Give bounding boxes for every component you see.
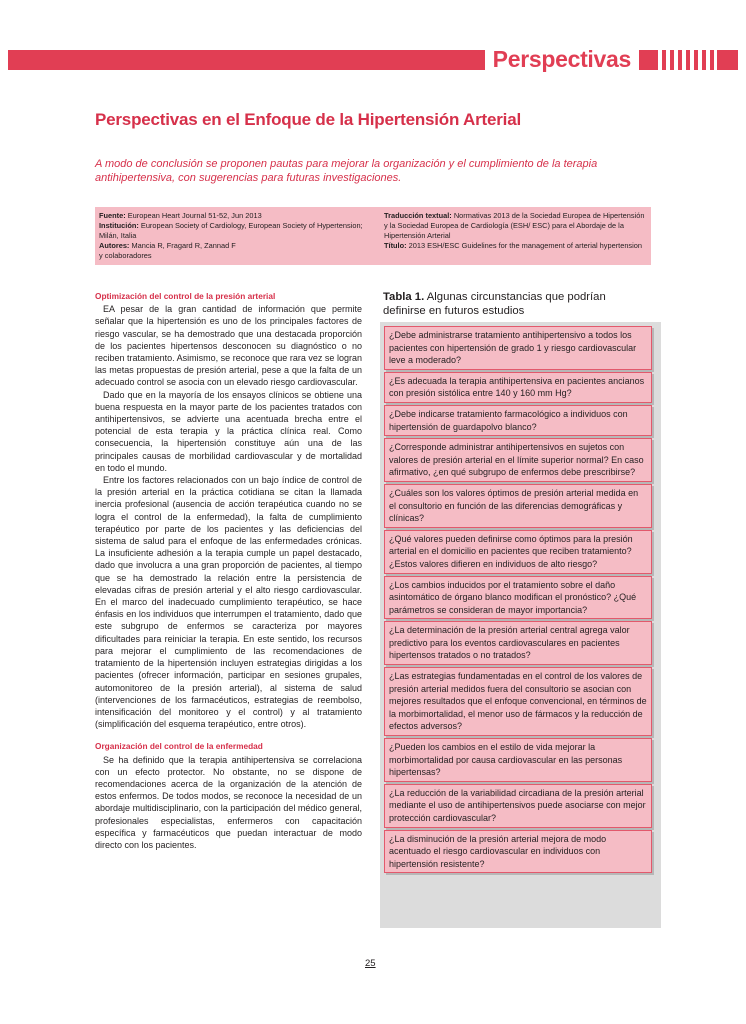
traduccion-label: Traducción textual:: [384, 211, 452, 220]
table-row: ¿La disminución de la presión arterial mejora de modo acentuado el riesgo cardiovascular en individuos con hipertensión resistente?: [384, 830, 652, 874]
fuente-value: European Heart Journal 51-52, Jun 2013: [127, 211, 262, 220]
paragraph: Entre los factores relacionados con un bajo índice de control de la presión arterial en la práctica cotidiana se citan la llamada inercia profesional (ausencia de acción terapéutica cuando no se logra el control de la enfermedad), la falta de cumplimiento terapéutico por parte de los pacientes y las deficiencias del sistema de salud para el enfoque de las enfermedades crónicas. La insuficiente adhesión a la terapia cumple un papel destacado, dado que involucra a una gran proporción de pacientes, al tiempo que se ha demostrado la relación entre la persistencia de elevadas cifras de presión arterial y el alto riesgo cardiovascular. En el marco del inadecuado cumplimiento terapéutico, se hace énfasis en los individuos que interrumpen el tratamiento, dado que este subgrupo de enfermos se caracteriza por mayores dificultades para reiniciar la terapia. En este sentido, los recursos para mejorar el cumplimiento de las recomendaciones de tratamiento de la hipertensión incluyen estrategias dirigidas a los pacientes (ofrecer información, participar en sesiones grupales, automonitoreo de la presión arterial), al sistema de salud (intervenciones de los farmacéuticos, estrategias de reembolso, intensificación del monitoreo y el control) y al tratamiento (simplificación del esquema terapéutico, entre otros).: [95, 475, 362, 730]
titulo-label: Título:: [384, 241, 407, 250]
section-label: Perspectivas: [485, 44, 639, 74]
decorative-stripes: [650, 50, 720, 70]
paragraph: EA pesar de la gran cantidad de información que permite señalar que la hipertensión es uno de los principales factores de riesgo vascular, se ha demostrado que una destacada proporción de los pacientes hipertensos desconocen su diagnóstico o no reciben tratamiento. Asimismo, se reconoce que rara vez se logran las metas propuestas de presión arterial, pese a que la falta de un adecuado control se asocia con un elevado riesgo cardiovascular.: [95, 304, 362, 388]
table-label: Tabla 1.: [383, 291, 425, 303]
table-row: ¿La determinación de la presión arterial central agrega valor predictivo para los eventos cardiovasculares en pacientes hipertensos tratados o no tratados?: [384, 621, 652, 665]
autores-value: Mancia R, Fragard R, Zannad F: [131, 241, 236, 250]
paragraph: Se ha definido que la terapia antihipertensiva se correlaciona con un efecto protector. No obstante, no se dispone de recomendaciones acerca de la organización de la atención de estos enfermos. De todos modos, se reconoce la necesidad de un abordaje multidisciplinario, con la participación del médico general, profesionales especialistas, enfermeros con capacitación específica y farmacéuticos que puedan interactuar de modo directo con los pacientes.: [95, 754, 362, 850]
autores-label: Autores:: [99, 241, 130, 250]
reference-right: [384, 211, 646, 251]
section-heading: Organización del control de la enfermedad: [95, 741, 263, 752]
table-rows: [384, 326, 652, 875]
table-row: ¿Cuáles son los valores óptimos de presión arterial medida en el consultorio en función de las diferencias demográficas y clínicas?: [384, 484, 652, 528]
traduccion-value: Normativas 2013 de la Sociedad Europea de Hipertensión y la Sociedad Europea de Cardiología (ESH/ ESC) para el Abordaje de la Hipertensión Arterial: [384, 211, 645, 240]
institucion-label: Institución:: [99, 221, 139, 230]
table-row: ¿Pueden los cambios en el estilo de vida mejorar la morbimortalidad por causa cardiovascular en las personas hipertensas?: [384, 738, 652, 782]
reference-left: [99, 211, 371, 261]
fuente-label: Fuente:: [99, 211, 126, 220]
page-number: 25: [365, 958, 376, 969]
table-row: ¿Los cambios inducidos por el tratamiento sobre el daño asintomático de órgano blanco modifican el pronóstico? ¿Qué parámetros se consideran de mayor importancia?: [384, 576, 652, 620]
table-caption-text: Algunas circunstancias que podrían definirse en futuros estudios: [383, 291, 606, 317]
table-row: ¿Qué valores pueden definirse como óptimos para la presión arterial en el domicilio en pacientes que reciben tratamiento? ¿Estos valores difieren en individuos de alto riesgo?: [384, 530, 652, 574]
autores-extra: y colaboradores: [99, 251, 152, 260]
table-row: ¿Debe administrarse tratamiento antihipertensivo a todos los pacientes con hipertensión de grado 1 y riesgo cardiovascular leve a moderado?: [384, 326, 652, 370]
paragraph: Dado que en la mayoría de los ensayos clínicos se obtiene una buena respuesta en la mayor parte de los pacientes tratados con antihipertensivos, se advierte una acentuada brecha entre el potencial de esta terapia y la práctica clínica real. Como consecuencia, la hipertensión constituye aún una de las principales causas de morbilidad cardiovascular y de mortalidad en todo el mundo.: [95, 389, 362, 473]
article-title: Perspectivas en el Enfoque de la Hipertensión Arterial: [95, 110, 521, 129]
table-caption: [383, 291, 643, 318]
body-column: [95, 290, 362, 851]
table-row: ¿La reducción de la variabilidad circadiana de la presión arterial mediante el uso de antihipertensivos puede asociarse con mejor protección cardiovascular?: [384, 784, 652, 828]
institucion-value: European Society of Cardiology, European Society of Hypertension; Milán, Italia: [99, 221, 363, 240]
titulo-value: 2013 ESH/ESC Guidelines for the management of arterial hypertension: [408, 241, 642, 250]
article-intro: A modo de conclusión se proponen pautas para mejorar la organización y el cumplimiento de la terapia antihipertensiva, con sugerencias para futuras investigaciones.: [95, 158, 598, 184]
table-row: ¿Debe indicarse tratamiento farmacológico a individuos con hipertensión de guardapolvo blanco?: [384, 405, 652, 436]
table-row: ¿Las estrategias fundamentadas en el control de los valores de presión arterial medidos fuera del consultorio se asocian con mejores resultados que el enfoque convencional, en términos de la morbimortalidad, el menor uso de fármacos y la reducción de efectos adversos?: [384, 667, 652, 736]
table-row: ¿Corresponde administrar antihipertensivos en sujetos con valores de presión arterial en el límite superior normal? En caso afirmativo, ¿en qué subgrupo de enfermos debe prescribirse?: [384, 438, 652, 482]
table-row: ¿Es adecuada la terapia antihipertensiva en pacientes ancianos con presión sistólica entre 140 y 160 mm Hg?: [384, 372, 652, 403]
reference-box: [95, 207, 651, 265]
section-heading: Optimización del control de la presión arterial: [95, 291, 276, 301]
